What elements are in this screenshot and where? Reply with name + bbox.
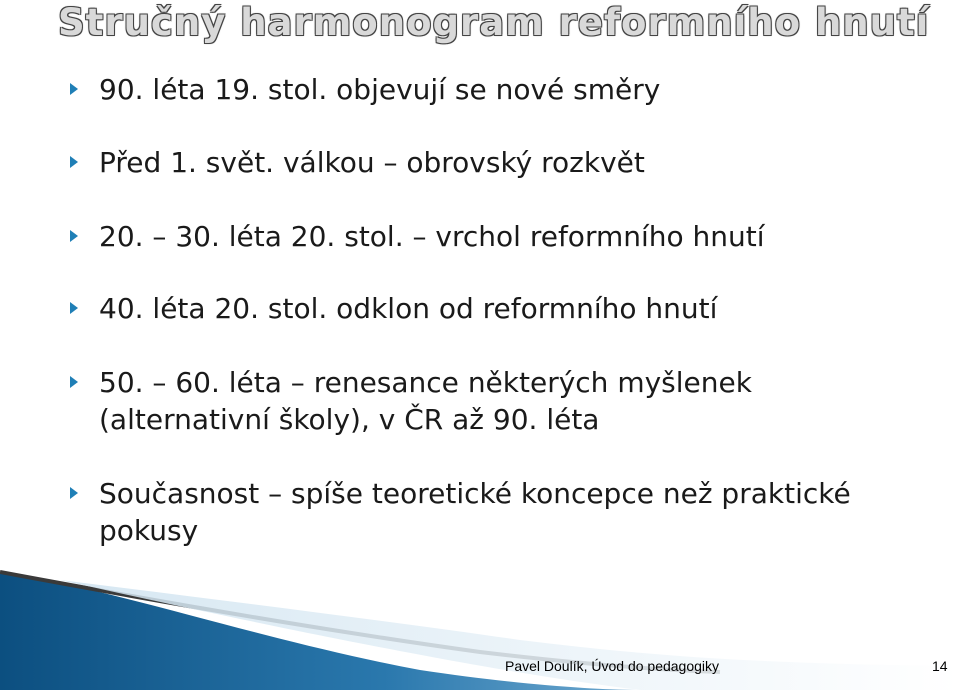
bullet-item <box>70 475 930 549</box>
bullet-arrow-icon <box>70 376 78 388</box>
page-number: 14 <box>932 658 948 674</box>
bullet-item <box>70 290 930 327</box>
bullet-text: Současnost – spíše teoretické koncepce než praktické <box>99 477 851 510</box>
bullet-item <box>70 218 930 255</box>
bullet-arrow-icon <box>70 83 78 95</box>
bullet-text: 50. – 60. léta – renesance některých myšlenek <box>99 366 752 399</box>
bullet-arrow-icon <box>70 487 78 499</box>
bullet-text: (alternativní školy), v ČR až 90. léta <box>99 403 600 436</box>
bullet-text: 20. – 30. léta 20. stol. – vrchol reformního hnutí <box>99 220 765 253</box>
bullet-item <box>70 364 930 438</box>
bullet-item <box>70 71 930 108</box>
bullet-arrow-icon <box>70 230 78 242</box>
footer-author-course: Pavel Doulík, Úvod do pedagogiky <box>505 658 720 674</box>
decorative-wave <box>0 560 959 690</box>
bullet-arrow-icon <box>70 156 78 168</box>
bullet-item <box>70 144 930 181</box>
bullet-arrow-icon <box>70 302 78 314</box>
bullet-text: pokusy <box>99 514 199 547</box>
bullet-text: 90. léta 19. stol. objevují se nové směry <box>99 73 661 106</box>
bullet-text: Před 1. svět. válkou – obrovský rozkvět <box>99 146 645 179</box>
bullet-text: 40. léta 20. stol. odklon od reformního hnutí <box>99 292 718 325</box>
slide-title: Stručný harmonogram reformního hnutí <box>58 1 930 44</box>
